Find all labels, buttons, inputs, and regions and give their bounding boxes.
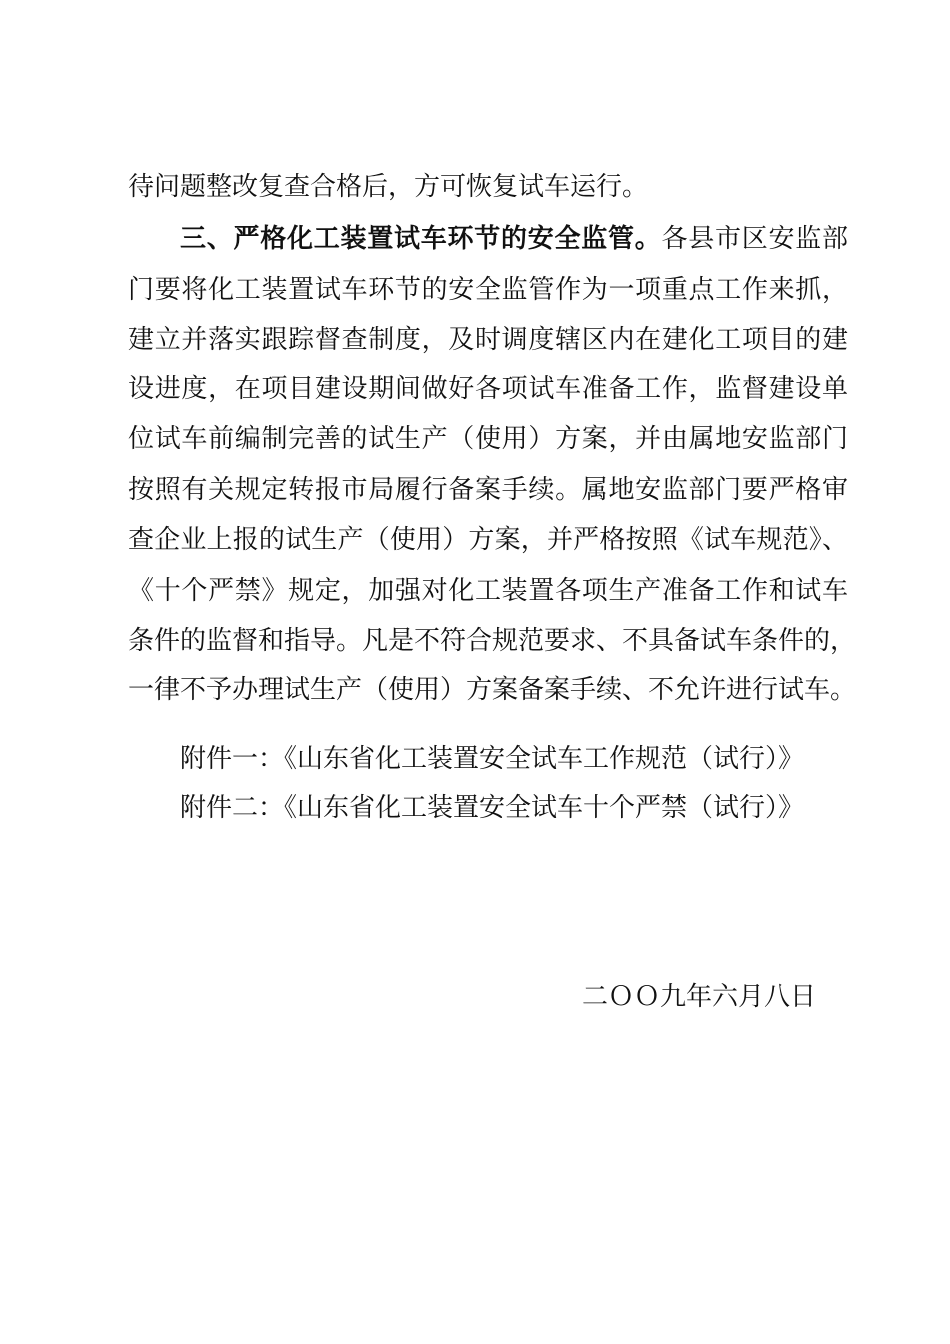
section3-line-6: 查企业上报的试生产（使用）方案，并严格按照《试车规范》、	[128, 525, 848, 555]
section3-line-1: 门要将化工装置试车环节的安全监管作为一项重点工作来抓，	[128, 275, 848, 305]
section3-line-5: 按照有关规定转报市局履行备案手续。属地安监部门要严格审	[128, 475, 848, 505]
section3-line-0: 各县市区安监部	[661, 224, 848, 254]
section3-line-3: 设进度，在项目建设期间做好各项试车准备工作，监督建设单	[128, 374, 848, 404]
continuation-line: 待问题整改复查合格后，方可恢复试车运行。	[128, 172, 649, 202]
section3-line-4: 位试车前编制完善的试生产（使用）方案，并由属地安监部门	[128, 424, 848, 454]
section3-line-2: 建立并落实跟踪督查制度，及时调度辖区内在建化工项目的建	[128, 325, 848, 355]
section3-line-7: 《十个严禁》规定，加强对化工装置各项生产准备工作和试车	[128, 576, 848, 606]
section3-heading: 三、严格化工装置试车环节的安全监管。	[180, 224, 662, 254]
section3-first-line	[180, 224, 848, 254]
attachment-2: 附件二：《山东省化工装置安全试车十个严禁（试行）》	[180, 793, 805, 823]
section3-line-8: 条件的监督和指导。凡是不符合规范要求、不具备试车条件的，	[128, 626, 857, 656]
document-date: 二ＯＯ九年六月八日	[582, 982, 817, 1012]
attachment-1: 附件一：《山东省化工装置安全试车工作规范（试行）》	[180, 744, 805, 774]
section3-line-9: 一律不予办理试生产（使用）方案备案手续、不允许进行试车。	[128, 675, 857, 705]
